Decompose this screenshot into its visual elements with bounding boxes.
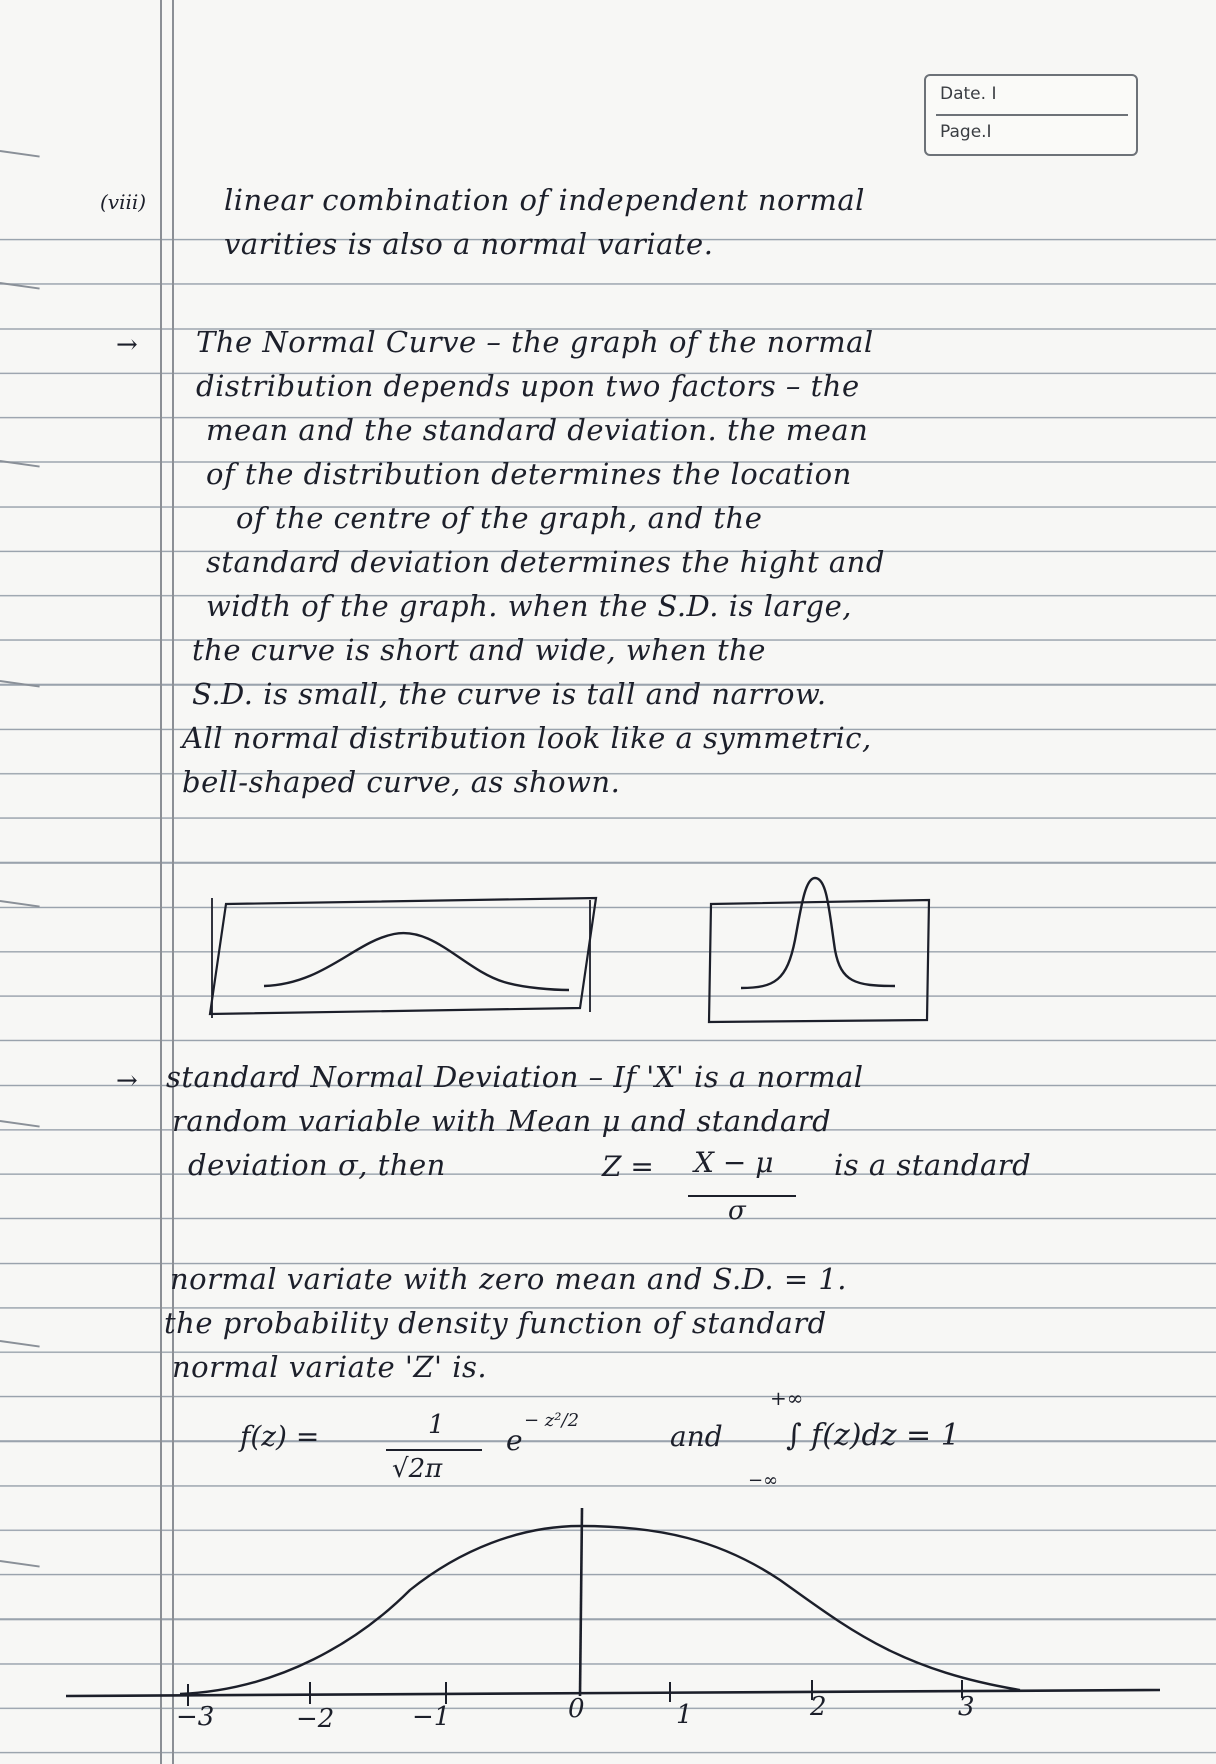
pdf-denominator: √2π	[392, 1454, 443, 1484]
integral-upper-limit: +∞	[770, 1386, 804, 1410]
integral-lower-limit: −∞	[748, 1470, 779, 1491]
pdf-and: and	[670, 1420, 723, 1453]
integral-expression: ∫ f(z)dz = 1	[786, 1418, 960, 1453]
arrow-marker: →	[116, 330, 138, 360]
date-page-box	[924, 74, 1138, 156]
axis-tick-label: 2	[810, 1692, 827, 1722]
text-line-6: of the distribution determines the location	[206, 457, 852, 491]
text-line-17: is a standard	[834, 1148, 1032, 1182]
text-line-5: mean and the standard deviation. the mean	[206, 413, 869, 447]
text-line-19: the probability density function of standard	[164, 1306, 827, 1340]
text-line-10: the curve is short and wide, when the	[192, 633, 766, 667]
binding-tick	[0, 282, 40, 289]
text-line-9: width of the graph. when the S.D. is large,	[206, 589, 852, 623]
binding-tick	[0, 460, 40, 467]
pdf-numerator: 1	[428, 1410, 445, 1440]
axis-tick-label: 1	[676, 1700, 693, 1730]
date-label: Date. I	[940, 84, 997, 104]
binding-tick	[0, 680, 40, 687]
text-line-2: varities is also a normal variate.	[224, 227, 714, 261]
text-line-4: distribution depends upon two factors – the	[196, 369, 860, 403]
text-line-3: The Normal Curve – the graph of the normal	[196, 325, 874, 359]
text-line-8: standard deviation determines the hight and	[206, 545, 885, 579]
text-line-7: of the centre of the graph, and the	[236, 501, 763, 535]
text-line-13: bell-shaped curve, as shown.	[182, 765, 621, 799]
arrow-marker: →	[116, 1066, 138, 1096]
z-formula-numerator: X − μ	[694, 1146, 774, 1179]
axis-tick-label: −3	[176, 1702, 215, 1732]
text-line-20: normal variate 'Z' is.	[172, 1350, 488, 1384]
axis-tick-label: 0	[568, 1694, 585, 1724]
text-line-11: S.D. is small, the curve is tall and narrow.	[192, 677, 827, 711]
axis-tick-label: 3	[958, 1692, 975, 1722]
pdf-exp-base: e	[506, 1424, 523, 1457]
text-line-15: random variable with Mean μ and standard	[172, 1104, 832, 1138]
pdf-fraction-bar	[386, 1448, 496, 1452]
section-marker: (viii)	[100, 190, 147, 214]
text-line-12: All normal distribution look like a symmetric,	[182, 721, 872, 755]
axis-tick-label: −1	[412, 1702, 451, 1732]
standard-normal-curve-drawing	[60, 1500, 1160, 1730]
wide-curve-sketch	[204, 890, 604, 1040]
binding-tick	[0, 1120, 40, 1127]
axis-tick-label: −2	[296, 1704, 335, 1734]
page-label: Page.I	[940, 122, 992, 142]
pdf-exponent: − z²/2	[524, 1410, 580, 1431]
text-line-16: deviation σ, then	[188, 1148, 446, 1182]
binding-tick	[0, 900, 40, 907]
narrow-curve-sketch	[705, 870, 935, 1030]
z-formula-lhs: Z =	[602, 1150, 654, 1183]
text-line-14: standard Normal Deviation – If 'X' is a normal	[166, 1060, 864, 1094]
text-line-1: linear combination of independent normal	[224, 183, 865, 217]
text-line-18: normal variate with zero mean and S.D. = 1.	[170, 1262, 848, 1296]
date-box-divider	[936, 114, 1128, 116]
binding-tick	[0, 1560, 40, 1567]
pdf-lhs: f(z) =	[240, 1420, 320, 1453]
binding-tick	[0, 1340, 40, 1347]
z-formula-denominator: σ	[728, 1196, 746, 1226]
